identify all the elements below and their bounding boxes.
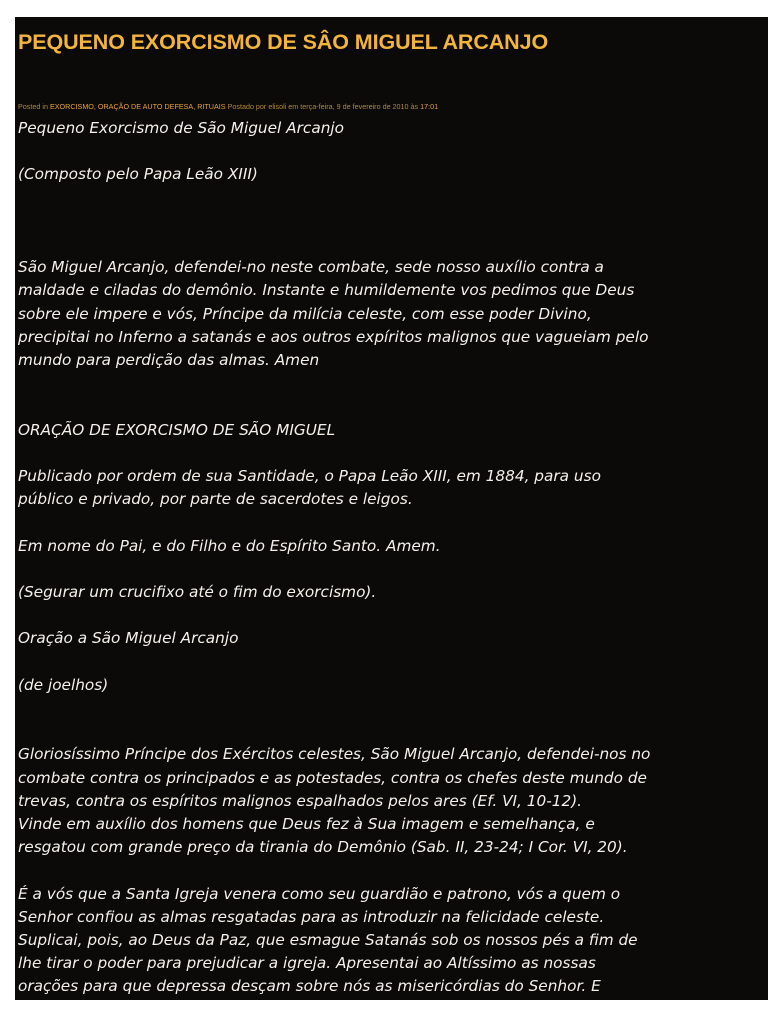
prayer-line: É a vós que a Santa Igreja venera como seu guardião e patrono, vós a quem o <box>18 884 621 903</box>
prayer-line: combate contra os principados e as potestades, contra os chefes deste mundo de <box>18 768 647 787</box>
post-subtitle: Pequeno Exorcismo de São Miguel Arcanjo <box>18 119 344 137</box>
prayer-line: lhe tirar o poder para prejudicar a igreja. Apresentai ao Altíssimo as nossas <box>18 954 596 973</box>
prayer-line: trevas, contra os espíritos malignos espalhados pelos ares (Ef. VI, 10-12). <box>18 791 583 810</box>
post-body <box>18 117 768 999</box>
section-heading: ORAÇÃO DE EXORCISMO DE SÃO MIGUEL <box>18 420 336 439</box>
post-time-link[interactable]: 17:01 <box>420 102 439 111</box>
post-tags-link[interactable]: EXORCISMO, ORAÇÃO DE AUTO DEFESA, RITUAIS <box>49 102 226 111</box>
post-title: PEQUENO EXORCISMO DE SÂO MIGUEL ARCANJO <box>18 30 549 54</box>
prayer-line: Gloriosíssimo Príncipe dos Exércitos celestes, São Miguel Arcanjo, defendei-nos no <box>18 745 651 764</box>
posted-in-label: Posted in <box>18 102 48 111</box>
prayer-line: Vinde em auxílio dos homens que Deus fez à Sua imagem e semelhança, e <box>18 814 595 833</box>
paragraph-line: Publicado por ordem de sua Santidade, o Papa Leão XIII, em 1884, para uso <box>18 466 601 485</box>
prayer-line: Senhor confiou as almas resgatadas para as introduzir na felicidade celeste. <box>18 907 605 926</box>
prayer-line: resgatou com grande preço da tirania do Demônio (Sab. II, 23-24; I Cor. VI, 20). <box>18 838 628 857</box>
prayer-line: São Miguel Arcanjo, defendei-no neste combate, sede nosso auxílio contra a <box>18 258 604 277</box>
prayer-line: maldade e ciladas do demônio. Instante e humildemente vos pedimos que Deus <box>18 281 635 300</box>
paragraph-line: Oração a São Miguel Arcanjo <box>18 629 239 648</box>
prayer-line: sobre ele impere e vós, Príncipe da milícia celeste, com esse poder Divino, <box>18 304 592 323</box>
post-page <box>15 17 768 1000</box>
prayer-line: Suplicai, pois, ao Deus da Paz, que esmague Satanás sob os nossos pés a fim de <box>18 930 638 949</box>
prayer-line: precipitai no Inferno a satanás e aos outros expíritos malignos que vagueiam pelo <box>18 327 649 346</box>
paragraph-line: (de joelhos) <box>18 675 109 694</box>
paragraph-line: (Segurar um crucifixo até o fim do exorcismo). <box>18 582 377 601</box>
prayer-line: mundo para perdição das almas. Amen <box>18 351 320 369</box>
paragraph-line: Em nome do Pai, e do Filho e do Espírito Santo. Amem. <box>18 536 441 555</box>
prayer-line: orações para que depressa desçam sobre nós as misericórdias do Senhor. E <box>18 977 601 996</box>
post-author-note: (Composto pelo Papa Leão XIII) <box>18 165 258 184</box>
posted-by-label: Postado por elisoli em terça-feira, 9 de fevereiro de 2010 às <box>227 102 419 111</box>
post-meta <box>18 102 438 111</box>
paragraph-line: público e privado, por parte de sacerdotes e leigos. <box>18 490 413 509</box>
